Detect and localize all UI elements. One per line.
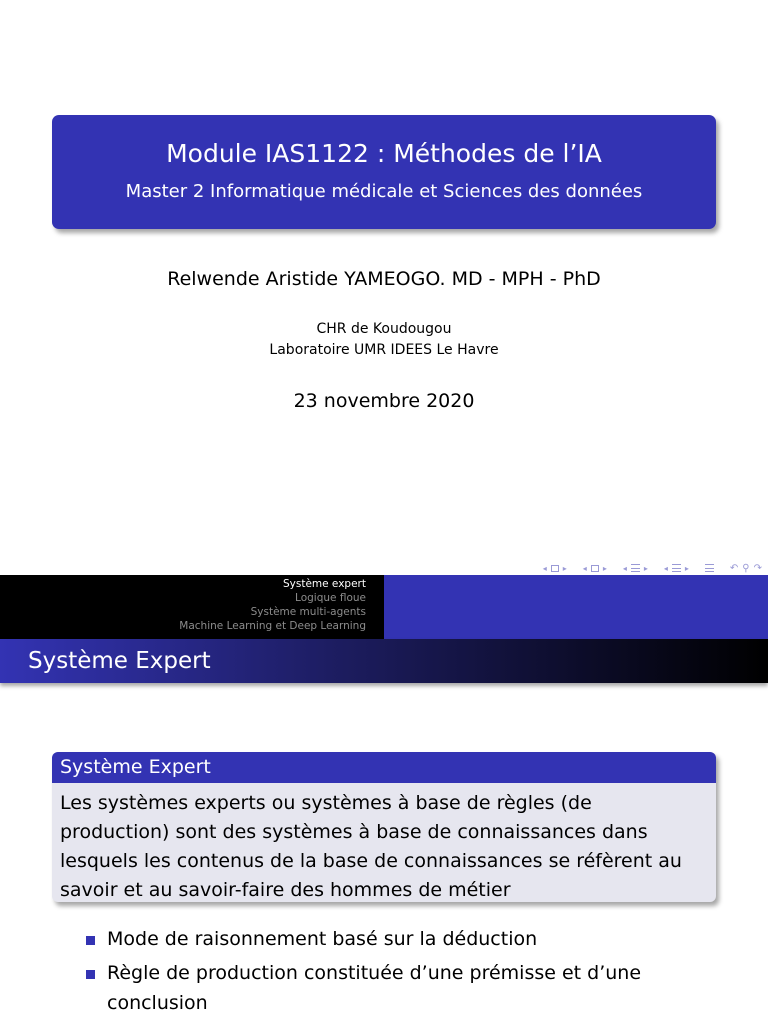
presentation-subtitle: Master 2 Informatique médicale et Sciences des données <box>125 181 643 202</box>
title-box <box>52 115 716 229</box>
section-link-multi-agents[interactable]: Système multi-agents <box>250 606 366 618</box>
presentation-date: 23 novembre 2020 <box>293 390 475 412</box>
presentation-nav-icon[interactable]: ◂ ▸ <box>663 563 689 573</box>
list-item-text: Mode de raisonnement basé sur la déduction <box>107 928 538 950</box>
section-link-machine-learning[interactable]: Machine Learning et Deep Learning <box>179 620 366 632</box>
list-item <box>86 958 726 1018</box>
header-right-panel <box>384 575 768 639</box>
author: Relwende Aristide YAMEOGO. MD - MPH - PhD <box>167 268 601 290</box>
list-item <box>86 924 726 954</box>
frame-title: Système Expert <box>0 639 768 683</box>
institution-2: Laboratoire UMR IDEES Le Havre <box>269 342 499 358</box>
block-body: Les systèmes experts ou systèmes à base de règles (de production) sont des systèmes à base de connaissances dans lesquels les contenus de la base de connaissances se réfèrent au savoir et au savoir-faire des hommes de métier <box>60 792 682 901</box>
section-nav-icon[interactable]: ◂ ▸ <box>622 563 648 573</box>
institution-1: CHR de Koudougou <box>316 321 452 337</box>
frame-nav-icon[interactable]: ◂ ▸ <box>542 563 567 573</box>
bullet-list <box>86 924 726 1022</box>
subsection-nav-icon[interactable]: ◂ ▸ <box>582 563 607 573</box>
section-link-logique-floue[interactable]: Logique floue <box>295 592 366 604</box>
definition-block <box>52 752 716 902</box>
navigation-bar <box>543 561 762 575</box>
appendix-nav-icon[interactable] <box>705 564 714 572</box>
square-bullet-icon <box>86 970 95 979</box>
search-nav-icon[interactable]: ↶ ⚲ ↷ <box>729 562 762 574</box>
block-title: Système Expert <box>52 752 716 783</box>
section-link-systeme-expert[interactable]: Système expert <box>282 578 366 590</box>
section-navigation <box>0 575 384 639</box>
list-item-text: Règle de production constituée d’une prémisse et d’une conclusion <box>107 962 642 1014</box>
presentation-title: Module IAS1122 : Méthodes de l’IA <box>166 139 602 168</box>
square-bullet-icon <box>86 936 95 945</box>
